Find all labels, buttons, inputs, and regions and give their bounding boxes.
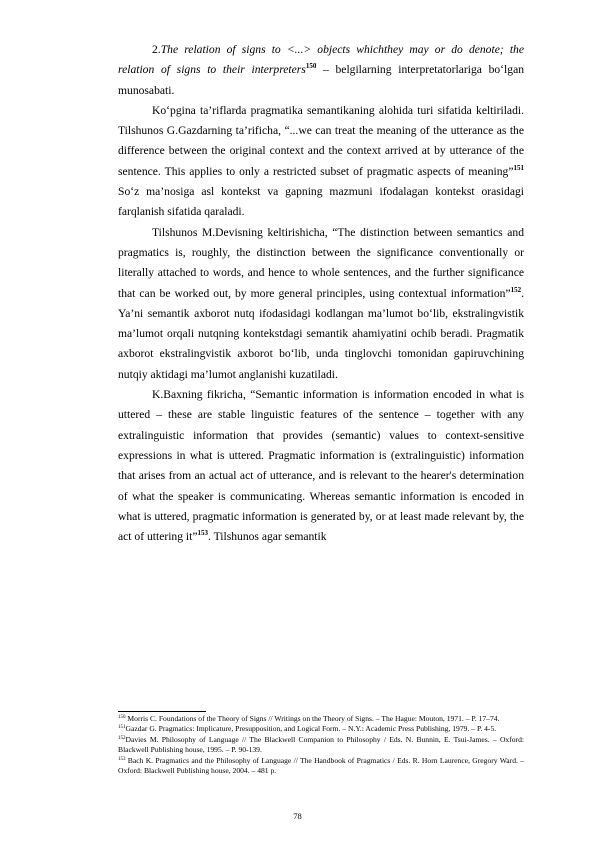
page-number: 78 [293,811,302,821]
footnote-number: 150 [118,715,126,720]
paragraph-text: – belgilarning interpretatorlariga bo‘lgan munosabati. [118,63,525,97]
footnote-ref-150[interactable]: 150 [305,62,317,71]
main-text [118,40,524,547]
paragraph-text: So‘z ma’nosiga asl kontekst va gapning mazmuni ifodalagan kontekst orasidagi farqlanish sifatida qaraladi. [118,185,524,219]
paragraph-text: Tilshunos M.Devisning keltirishicha, “The distinction between semantics and pragmatics is, roughly, the distinction between the significance conventionally or literally attached to words, and hence to whole sentences, and the further significance that can be worked out, by more general principles, using contextual information” [118,225,524,300]
footnote-ref-152[interactable]: 152 [510,285,522,294]
footnote-152 [118,735,524,756]
footnote-ref-153[interactable]: 153 [197,529,209,538]
paragraph-2 [118,101,524,223]
paragraph-text: . Ya’ni semantik axborot nutq ifodasidagi kodlangan ma’lumot bo‘lib, ekstralingvistik ma’lumot orqali nutqning kontekstdagi semantik ahamiyatini ochib beradi. Pragmatik axborot ekstralingvistik axborot bo‘lib, unda tinglovchi tomonidan gapiruvchining nutqiy aktidagi ma’lumot anglanishi kuzatiladi. [118,286,524,381]
footnote-text: Morris C. Foundations of the Theory of Signs // Writings on the Theory of Signs. – The Hague: Mouton, 1971. – P. 17–74. [125,714,500,723]
footnote-number: 153 [118,756,126,762]
footnote-151 [118,724,524,734]
paragraph-1 [118,40,524,101]
paragraph-4 [118,385,524,547]
paragraph-text: . Tilshunos agar semantik [208,530,327,544]
footnote-153 [118,756,524,777]
footnote-150 [118,714,524,724]
paragraph-text: Ko‘pgina ta’riflarda pragmatika semantikaning alohida turi sifatida keltiriladi. Tilshunos G.Gazdarning ta’rificha, “...we can treat the meaning of the utterance as the difference between the original context and the context arrived at by utterance of the sentence. This applies to only a restricted subset of pragmatic aspects of meaning” [118,103,524,178]
paragraph-3 [118,223,524,385]
list-marker: 2. [152,43,161,56]
footnotes [118,711,524,776]
footnote-ref-151[interactable]: 151 [513,163,524,172]
footnote-divider [118,711,206,712]
english-quote: The relation of signs to <...> objects whichthey may or do denote; the relation of signs to their interpreters [118,43,524,77]
paragraph-text: K.Baxning fikricha, “Semantic information is information encoded in what is uttered – these are stable linguistic features of the sentence – together with any extralinguistic information that provides (semantic) values to context-sensitive expressions in what is uttered. Pragmatic information is (extralinguistic) information that arises from an actual act of utterance, and is relevant to the hearer's determination of what the speaker is communicating. Whereas semantic information is encoded in what is uttered, pragmatic information is generated by, or at least made relevant by, the act of uttering it” [118,388,524,544]
footnote-text: Davies M. Philosophy of Language // The Blackwell Companion to Philosophy / Eds. N. Bunnin, E. Tsui-James. – Oxford: Blackwell Publishing house, 1995. – P. 90-139. [118,734,524,755]
footnote-number: 152 [118,735,126,741]
footnote-number: 151 [118,725,126,731]
footnote-text: Gazdar G. Pragmatics: Implicature, Presupposition, and Logical Form. – N.Y.: Academic Press Publishing, 1979. – P. 4-5. [125,724,497,734]
footnote-text: Bach K. Pragmatics and the Philosophy of Language // The Handbook of Pragmatics / Eds. R. Horn Laurence, Gregory Ward. – Oxford: Blackwell Publishing house, 2004. – 481 p. [118,755,524,776]
